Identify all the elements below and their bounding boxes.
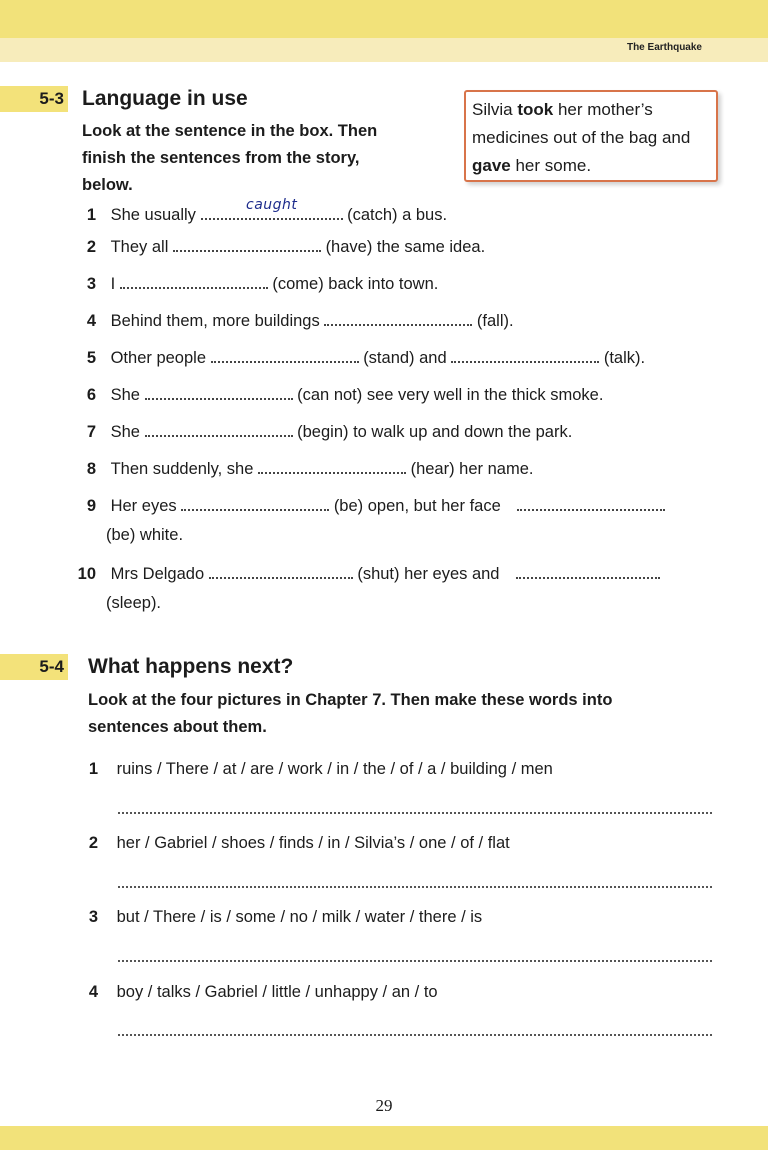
answer-line[interactable]: [118, 884, 712, 888]
list-item: 5 Other people (stand) and (talk).: [86, 349, 646, 367]
section-title-5-4: What happens next?: [88, 655, 294, 678]
answer-line[interactable]: [118, 958, 712, 962]
instruction-5-3: Look at the sentence in the box. Then finish the sentences from the story, below.: [82, 122, 378, 194]
instruction-5-4: Look at the four pictures in Chapter 7. Then make these words into sentences about them.: [88, 691, 613, 736]
page-number: 29: [375, 1096, 393, 1115]
running-head: The Earthquake: [626, 42, 702, 53]
blank-field[interactable]: [181, 495, 329, 511]
list-item: 2 They all (have) the same idea.: [86, 238, 486, 256]
blank-field[interactable]: [145, 384, 293, 400]
answer-line[interactable]: [118, 810, 712, 814]
list-item: 2 her / Gabriel / shoes / finds / in / Silvia’s / one / of / flat: [88, 834, 510, 852]
list-item: 3 I (come) back into town.: [86, 275, 439, 293]
example-sentence-box: Silvia took her mother’s medicines out of the bag and gave her some.: [464, 90, 718, 182]
section-number-5-3: 5-3: [0, 86, 68, 112]
list-item: 1 ruins / There / at / are / work / in / the / of / a / building / men: [88, 760, 553, 778]
blank-field[interactable]: [517, 495, 665, 511]
list-item: 1 She usually (catch) a bus.: [86, 206, 448, 224]
list-item-continuation: (be) white.: [106, 526, 184, 544]
list-item-continuation: (sleep).: [106, 594, 162, 612]
blank-field[interactable]: [209, 563, 353, 579]
section-title-5-3: Language in use: [82, 87, 248, 110]
blank-field[interactable]: [516, 563, 660, 579]
blank-field[interactable]: [145, 421, 293, 437]
top-band: [0, 0, 768, 38]
blank-field[interactable]: [211, 347, 359, 363]
list-item: 10 Mrs Delgado (shut) her eyes and: [68, 563, 660, 584]
list-item: 7 She (begin) to walk up and down the park.: [86, 423, 573, 441]
list-item: 9 Her eyes (be) open, but her face: [76, 495, 665, 516]
bottom-band: [0, 1126, 768, 1150]
handwritten-answer: caught: [246, 197, 298, 213]
blank-field[interactable]: [173, 236, 321, 252]
blank-field[interactable]: [120, 273, 268, 289]
list-item: 4 boy / talks / Gabriel / little / unhappy / an / to: [88, 983, 438, 1001]
section-number-5-4: 5-4: [0, 654, 68, 680]
list-item: 6 She (can not) see very well in the thick smoke.: [86, 386, 604, 404]
blank-field[interactable]: [451, 347, 599, 363]
list-item: 3 but / There / is / some / no / milk / water / there / is: [88, 908, 483, 926]
answer-line[interactable]: [118, 1032, 712, 1036]
list-item: 8 Then suddenly, she (hear) her name.: [86, 460, 534, 478]
blank-field[interactable]: [324, 310, 472, 326]
blank-field[interactable]: [258, 458, 406, 474]
list-item: 4 Behind them, more buildings (fall).: [86, 312, 514, 330]
